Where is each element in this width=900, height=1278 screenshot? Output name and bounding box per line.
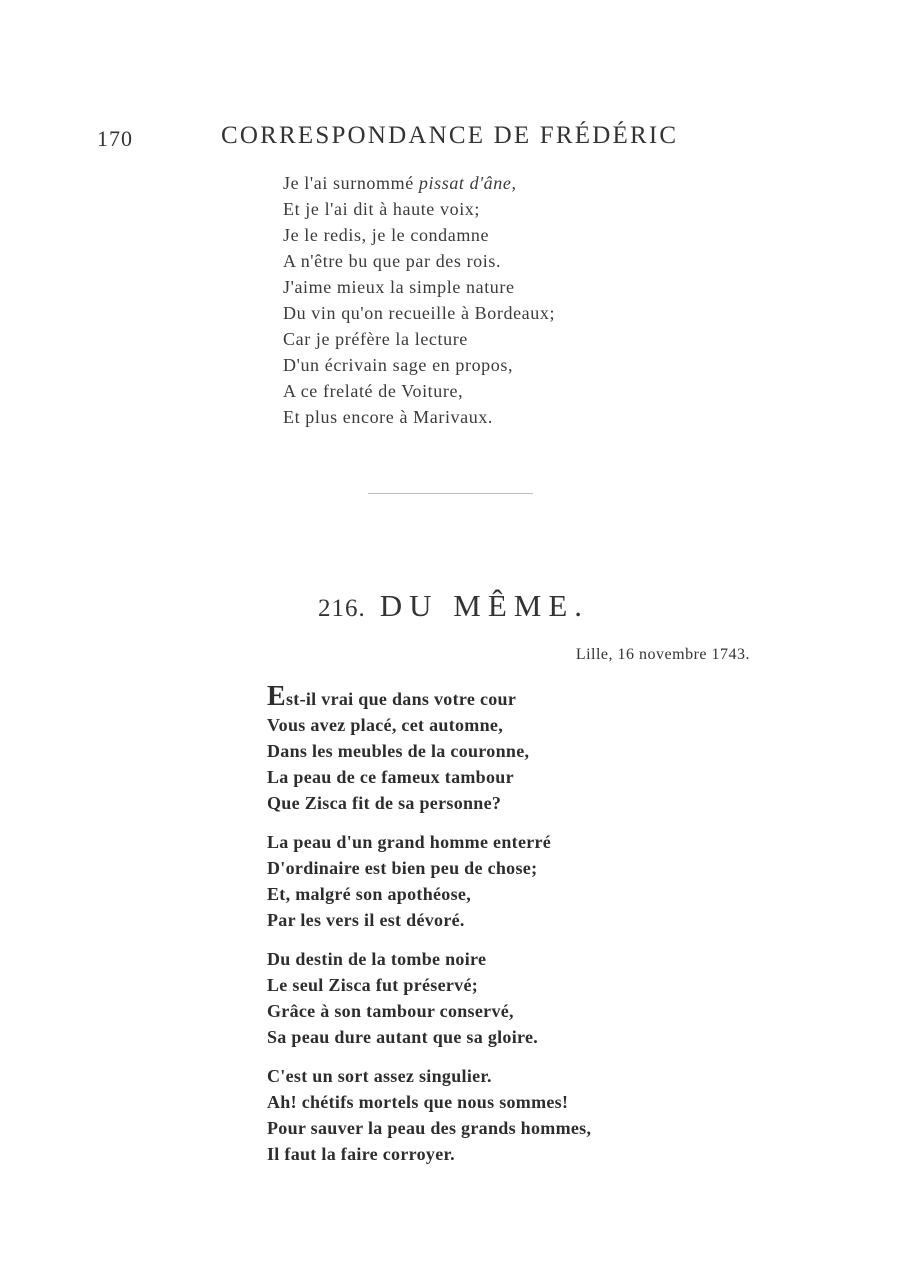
verse-line: Du vin qu'on recueille à Bordeaux;: [283, 303, 556, 323]
verse-line: D'un écrivain sage en propos,: [283, 355, 514, 375]
verse-line: [283, 170, 555, 196]
running-head: CORRESPONDANCE DE FRÉDÉRIC: [221, 122, 679, 149]
stanza: [267, 1063, 591, 1167]
poem-line: Sa peau dure autant que sa gloire.: [267, 1027, 539, 1047]
stanza: [267, 829, 591, 933]
verse-italic-text: pissat d'âne,: [418, 173, 517, 193]
poem-line: Pour sauver la peau des grands hommes,: [267, 1118, 592, 1138]
poem-line: La peau de ce fameux tambour: [267, 767, 514, 787]
verse-continuation: [283, 170, 555, 430]
stanza: [267, 946, 591, 1050]
poem-line: [267, 681, 591, 712]
poem-line: Que Zisca fit de sa personne?: [267, 793, 502, 813]
poem-line: Et, malgré son apothéose,: [267, 884, 471, 904]
poem-line: C'est un sort assez singulier.: [267, 1066, 492, 1086]
verse-line: Car je préfère la lecture: [283, 329, 468, 349]
poem-line: D'ordinaire est bien peu de chose;: [267, 858, 538, 878]
verse-line: Et je l'ai dit à haute voix;: [283, 199, 480, 219]
drop-cap: E: [267, 681, 286, 712]
poem-line: Le seul Zisca fut préservé;: [267, 975, 479, 995]
poem-line: Vous avez placé, cet automne,: [267, 715, 504, 735]
verse-line: J'aime mieux la simple nature: [283, 277, 515, 297]
verse-line: Je le redis, je le condamne: [283, 225, 490, 245]
poem-line: Du destin de la tombe noire: [267, 949, 487, 969]
poem-line: Il faut la faire corroyer.: [267, 1144, 455, 1164]
verse-line: A ce frelaté de Voiture,: [283, 381, 464, 401]
letter-number: 216.: [318, 595, 366, 622]
poem: [267, 681, 592, 1180]
poem-line: La peau d'un grand homme enterré: [267, 832, 552, 852]
poem-line: Ah! chétifs mortels que nous sommes!: [267, 1092, 569, 1112]
poem-line-text: st-il vrai que dans votre cour: [285, 689, 517, 709]
dateline: Lille, 16 novembre 1743.: [575, 646, 750, 663]
section-divider: [368, 493, 533, 494]
poem-line: Dans les meubles de la couronne,: [267, 741, 530, 761]
page-number: 170: [97, 126, 133, 151]
poem-line: Grâce à son tambour conservé,: [267, 1001, 514, 1021]
verse-line: Et plus encore à Marivaux.: [283, 407, 494, 427]
verse-line: A n'être bu que par des rois.: [283, 251, 502, 271]
letter-title: DU MÊME.: [379, 588, 590, 623]
poem-line: Par les vers il est dévoré.: [267, 910, 465, 930]
stanza: [267, 681, 591, 816]
verse-line-text: Je l'ai surnommé: [283, 173, 419, 193]
letter-heading: [318, 588, 589, 624]
